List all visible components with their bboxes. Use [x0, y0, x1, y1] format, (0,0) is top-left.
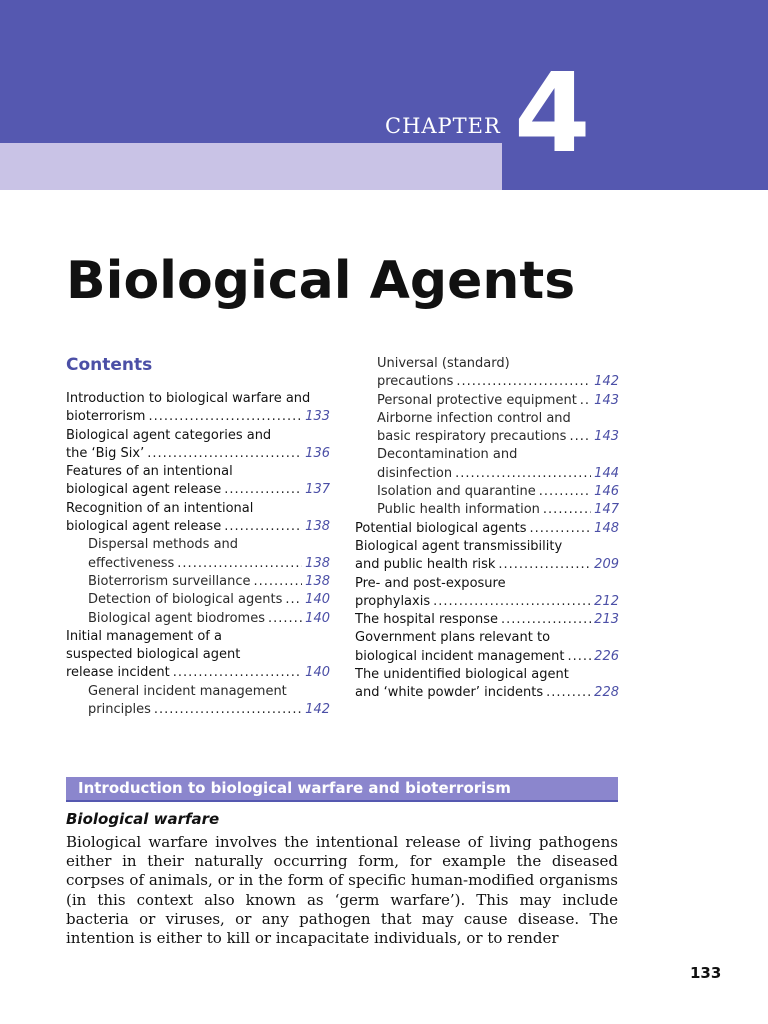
toc-page-number[interactable]: 140	[305, 665, 330, 681]
toc-page-number[interactable]: 138	[305, 519, 330, 535]
toc-leader-dots	[154, 701, 302, 719]
toc-leader-dots	[546, 684, 591, 702]
toc-leader-dots	[530, 520, 592, 538]
toc-leader-dots	[285, 591, 302, 609]
toc-entry[interactable]	[66, 591, 330, 609]
toc-entry-text: disinfection	[377, 465, 453, 481]
toc-leader-dots	[498, 556, 591, 574]
toc-entry-text: Biological agent biodromes	[88, 610, 265, 626]
toc-entry-text: Detection of biological agents	[88, 592, 283, 608]
toc-page-number[interactable]: 142	[305, 702, 330, 718]
toc-entry-text: and public health risk	[355, 557, 496, 573]
section-subheading: Biological warfare	[66, 810, 220, 828]
toc-page-number[interactable]: 144	[594, 465, 619, 481]
toc-entry-text: Biological agent transmissibility	[355, 538, 563, 554]
toc-entry[interactable]	[66, 463, 330, 500]
toc-page-number[interactable]: 142	[594, 374, 619, 390]
toc-entry-text: release incident	[66, 665, 170, 681]
toc-entry-text: Pre- and post-exposure	[355, 575, 506, 591]
contents-heading: Contents	[66, 355, 153, 375]
toc-page-number[interactable]: 137	[305, 482, 330, 498]
toc-leader-dots	[268, 610, 302, 628]
chapter-label: CHAPTER	[385, 114, 501, 138]
toc-entry-text: biological agent release	[66, 482, 222, 498]
contents-column-left	[66, 390, 330, 719]
toc-entry-text: Universal (standard)	[377, 356, 510, 371]
toc-entry-text: Recognition of an intentional	[66, 500, 254, 516]
body-paragraph: Biological warfare involves the intentional release of living pathogens either in their naturally occurring form, for example the diseased corpses of animals, or in the form of specific human-modified organisms (in this context also known as ‘germ warfare’). This may include bacteria or viruses, or any pathogen that may cause disease. The intention is either to kill or incapacitate individuals, or to render	[66, 833, 618, 948]
toc-entry-text: Decontamination and	[377, 447, 518, 463]
toc-page-number[interactable]: 212	[594, 593, 619, 609]
toc-entry-text: biological agent release	[66, 519, 222, 535]
toc-entry[interactable]	[355, 575, 619, 612]
toc-leader-dots	[501, 611, 591, 629]
toc-entry-text: Biological agent categories and	[66, 427, 272, 443]
toc-entry-text: Isolation and quarantine	[377, 484, 536, 500]
toc-entry-text: the ‘Big Six’	[66, 445, 145, 461]
toc-entry-text: and ‘white powder’ incidents	[355, 685, 544, 701]
toc-page-number[interactable]: 136	[305, 445, 330, 461]
toc-entry-text: Dispersal methods and	[88, 537, 239, 553]
toc-entry-text: General incident management	[88, 683, 287, 699]
toc-leader-dots	[147, 445, 302, 463]
toc-entry-text: effectiveness	[88, 555, 175, 571]
toc-page-number[interactable]: 140	[305, 610, 330, 626]
toc-entry-text: The unidentified biological agent	[355, 667, 569, 683]
toc-entry-text: biological incident management	[355, 648, 565, 664]
toc-entry[interactable]	[355, 410, 619, 447]
toc-page-number[interactable]: 133	[305, 409, 330, 425]
toc-entry[interactable]	[66, 427, 330, 464]
toc-entry-text: Government plans relevant to	[355, 630, 551, 646]
toc-page-number[interactable]: 228	[594, 685, 619, 701]
toc-entry[interactable]	[355, 501, 619, 519]
toc-page-number[interactable]: 138	[305, 555, 330, 571]
chapter-number: 4	[514, 49, 591, 177]
toc-page-number[interactable]: 147	[594, 502, 619, 518]
toc-entry-text: bioterrorism	[66, 409, 146, 425]
toc-page-number[interactable]: 140	[305, 592, 330, 608]
page-number: 133	[690, 964, 722, 982]
toc-leader-dots	[539, 483, 591, 501]
toc-entry-text: Potential biological agents	[355, 520, 527, 536]
toc-entry-text: Initial management of a	[66, 628, 222, 644]
toc-entry[interactable]	[66, 573, 330, 591]
toc-entry-text: Airborne infection control and	[377, 410, 571, 426]
toc-leader-dots	[455, 465, 591, 483]
section-heading-bar	[66, 777, 618, 802]
toc-entry[interactable]	[355, 446, 619, 483]
toc-entry-text: The hospital response	[355, 612, 498, 628]
toc-entry[interactable]	[66, 390, 330, 427]
toc-entry[interactable]	[355, 483, 619, 501]
toc-entry-text: Public health information	[377, 502, 540, 518]
toc-entry[interactable]	[355, 538, 619, 575]
toc-leader-dots	[173, 664, 302, 682]
toc-page-number[interactable]: 209	[594, 557, 619, 573]
toc-leader-dots	[568, 648, 592, 666]
toc-entry[interactable]	[355, 520, 619, 538]
toc-entry-text: precautions	[377, 374, 454, 390]
toc-entry[interactable]	[355, 611, 619, 629]
toc-page-number[interactable]: 143	[594, 392, 619, 408]
toc-leader-dots	[253, 573, 302, 591]
chapter-title: Biological Agents	[66, 251, 576, 311]
chapter-header-accent-band	[0, 143, 502, 190]
toc-page-number[interactable]: 148	[594, 520, 619, 536]
toc-leader-dots	[569, 428, 591, 446]
toc-leader-dots	[580, 392, 591, 410]
toc-entry[interactable]	[355, 666, 619, 703]
toc-entry-text: prophylaxis	[355, 593, 431, 609]
toc-entry-text: principles	[88, 702, 151, 718]
toc-page-number[interactable]: 146	[594, 484, 619, 500]
toc-page-number[interactable]: 226	[594, 648, 619, 664]
toc-page-number[interactable]: 138	[305, 573, 330, 589]
toc-entry-text: Features of an intentional	[66, 464, 233, 480]
toc-entry[interactable]	[355, 629, 619, 666]
toc-entry[interactable]	[355, 392, 619, 410]
toc-leader-dots	[456, 373, 591, 391]
toc-entry-text: Personal protective equipment	[377, 392, 577, 408]
toc-entry-text: Introduction to biological warfare and	[66, 391, 311, 406]
section-heading: Introduction to biological warfare and bioterrorism	[78, 779, 511, 797]
toc-leader-dots	[177, 555, 302, 573]
toc-leader-dots	[433, 593, 591, 611]
toc-entry-text: basic respiratory precautions	[377, 429, 567, 445]
toc-leader-dots	[543, 501, 591, 519]
toc-entry-text: suspected biological agent	[66, 647, 241, 663]
toc-leader-dots	[148, 408, 302, 426]
toc-entry-text: Bioterrorism surveillance	[88, 573, 251, 589]
toc-page-number[interactable]: 213	[594, 612, 619, 628]
toc-entry[interactable]	[66, 500, 330, 537]
toc-leader-dots	[224, 481, 302, 499]
toc-entry[interactable]	[66, 628, 330, 683]
toc-entry[interactable]	[66, 610, 330, 628]
toc-leader-dots	[224, 518, 302, 536]
toc-entry[interactable]	[355, 355, 619, 392]
toc-entry[interactable]	[66, 683, 330, 720]
toc-entry[interactable]	[66, 536, 330, 573]
contents-column-right	[355, 355, 619, 703]
toc-page-number[interactable]: 143	[594, 429, 619, 445]
